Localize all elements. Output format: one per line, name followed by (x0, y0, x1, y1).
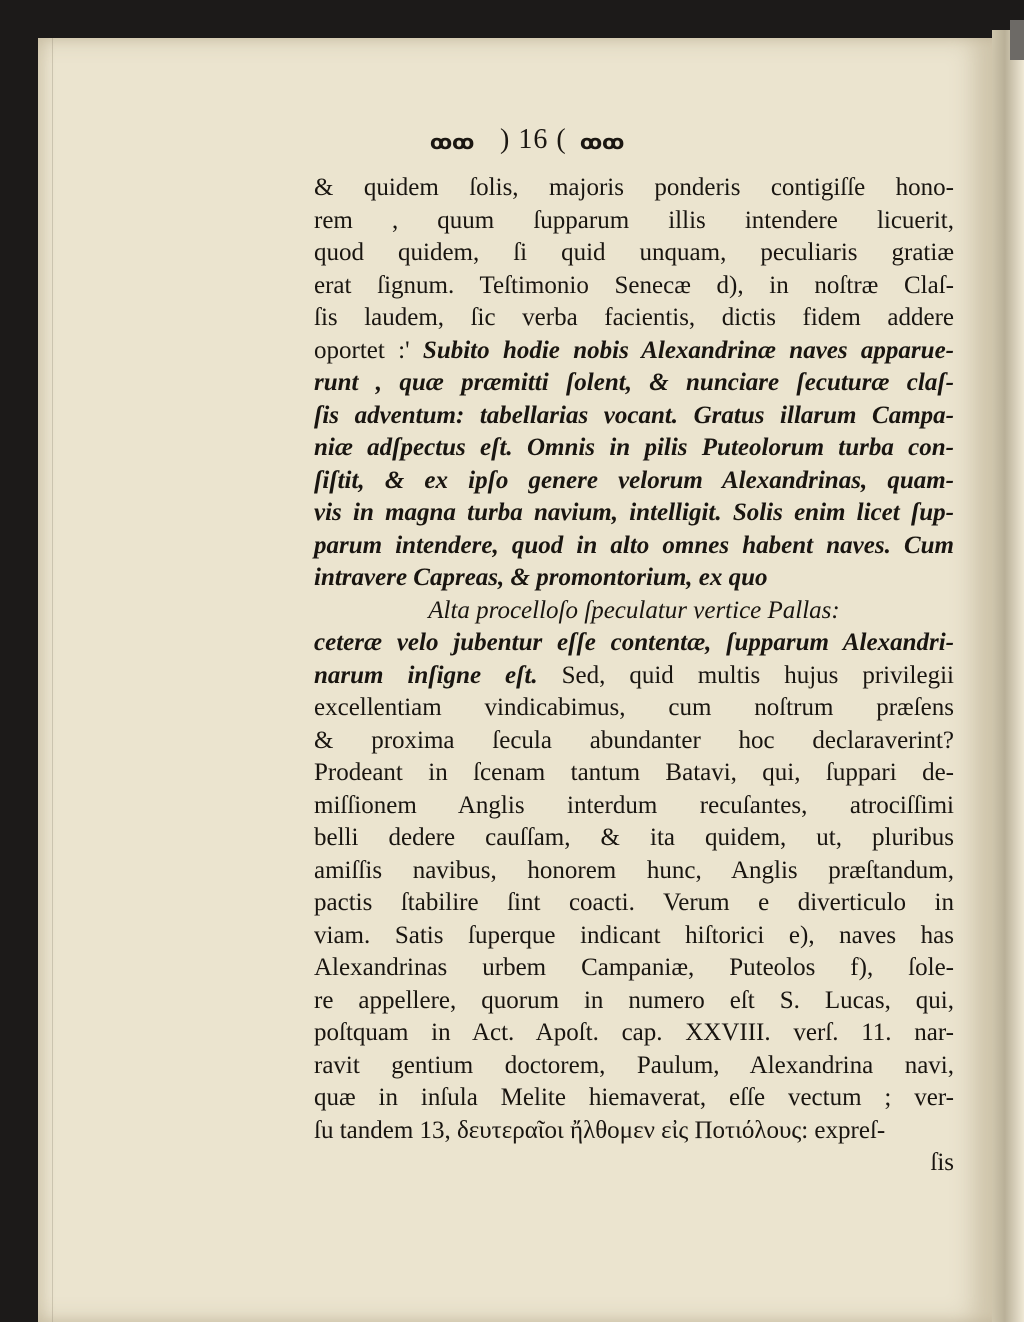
text-line (314, 660, 954, 693)
text-line: quæ in inſula Melite hiemaverat, eſſe vectum ; ver- (314, 1084, 954, 1111)
text-line: & proxima ſecula abundanter hoc declaraverint? (314, 726, 954, 754)
text-line: ravit gentium doctorem, Paulum, Alexandrina navi, (314, 1051, 954, 1079)
text-line: runt , quæ præmitti ſolent, & nunciare ſecuturæ claſ- (314, 369, 954, 396)
text-line: ſu tandem 13, δευτεραῖοι ἤλθομεν εἰς Ποτιόλους: expreſ- (314, 1116, 886, 1144)
ornament-right-icon: ꝏꝏ (580, 130, 625, 154)
text-line: ſiſtit, & ex ipſo genere velorum Alexandrinas, quam- (314, 466, 954, 494)
page-fold (52, 38, 53, 1322)
roman-run: Sed, quid multis hujus privilegii (561, 661, 954, 689)
text-line: ſis (930, 1149, 954, 1176)
text-line: niæ adſpectus eſt. Omnis in pilis Puteolorum turba con- (314, 434, 954, 461)
text-line: vis in magna turba navium, intelligit. Solis enim licet ſup- (314, 499, 954, 526)
text-line: rem , quum ſupparum illis intendere licuerit, (314, 206, 954, 234)
ornament-left-icon: ꝏꝏ (430, 130, 475, 154)
text-line: ſis laudem, ſic verba facientis, dictis fidem addere (314, 304, 954, 331)
italic-run: Subito hodie nobis Alexandrinæ naves apparue- (422, 336, 954, 364)
text-line: Prodeant in ſcenam tantum Batavi, qui, ſuppari de- (314, 759, 954, 786)
italic-run: narum inſigne eſt. (314, 661, 562, 689)
text-line: Alexandrinas urbem Campaniæ, Puteolos f), ſole- (314, 954, 954, 981)
text-line: belli dedere cauſſam, & ita quidem, ut, pluribus (314, 824, 954, 851)
text-line: excellentiam vindicabimus, cum noſtrum præſens (314, 694, 954, 721)
text-line: quod quidem, ſi quid unquam, peculiaris gratiæ (314, 239, 954, 266)
page-edge (992, 30, 1024, 1322)
text-line: & quidem ſolis, majoris ponderis contigiſſe hono- (314, 174, 954, 201)
text-line: viam. Satis ſuperque indicant hiſtorici e), naves has (314, 921, 954, 949)
text-line (314, 335, 954, 368)
body-text (314, 172, 954, 1180)
text-line: miſſionem Anglis interdum recuſantes, atrociſſimi (314, 791, 954, 819)
text-line: Alta procelloſo ſpeculatur vertice Pallas: (428, 596, 840, 624)
text-line: pactis ſtabilire ſint coacti. Verum e diverticulo in (314, 889, 954, 916)
text-line: re appellere, quorum in numero eſt S. Lucas, qui, (314, 986, 954, 1014)
text-line: erat ſignum. Teſtimonio Senecæ d), in noſtræ Claſ- (314, 271, 954, 299)
text-line: parum intendere, quod in alto omnes habent naves. Cum (314, 531, 954, 559)
page-number: ) 16 ( (500, 124, 567, 155)
text-line: ceteræ velo jubentur eſſe contentæ, ſupparum Alexandri- (314, 629, 954, 656)
text-line: poſtquam in Act. Apoſt. cap. XXVIII. verſ. 11. nar- (314, 1019, 954, 1046)
text-line: intravere Capreas, & promontorium, ex quo (314, 564, 768, 591)
text-line: amiſſis navibus, honorem hunc, Anglis præſtandum, (314, 856, 954, 884)
binding-shadow (1010, 20, 1024, 60)
text-line: ſis adventum: tabellarias vocant. Gratus illarum Campa- (314, 401, 954, 429)
roman-run: oportet :' (314, 336, 423, 364)
